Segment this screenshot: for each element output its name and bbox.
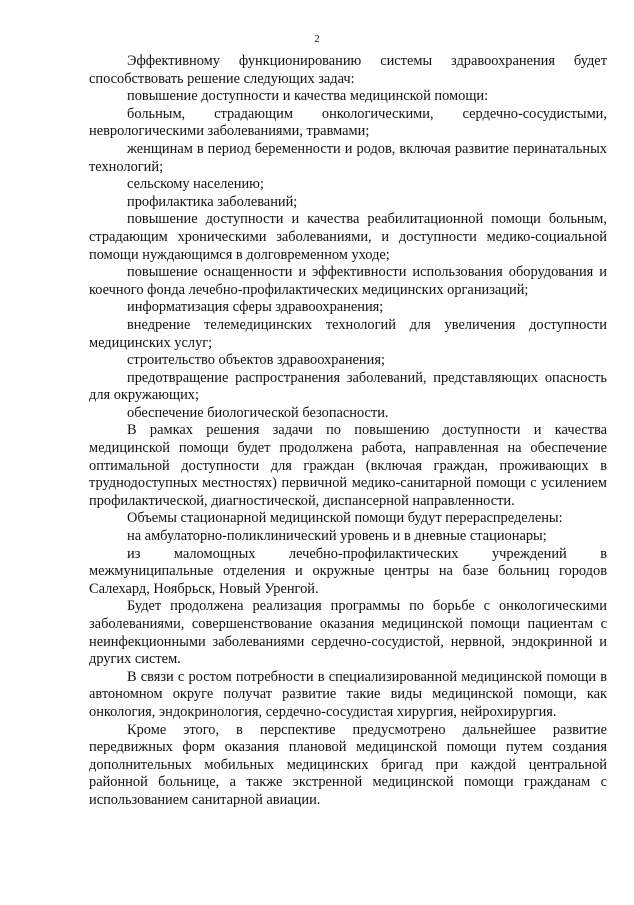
paragraph: повышение доступности и качества медицинской помощи: [127,88,489,105]
paragraph: В связи с ростом потребности в специализированной медицинской помощи в автономном округе получат развитие такие виды медицинской помощи, как онкология, эндокринология, сердечно-сосудистая хирургия, нейрохирургия. [89,668,607,720]
paragraph: женщинам в период беременности и родов, включая развитие перинатальных технологий; [89,140,607,175]
paragraph: Эффективному функционированию системы здравоохранения будет способствовать решение следующих задач: [89,53,607,87]
document-body [89,53,607,810]
paragraph: повышение оснащенности и эффективности использования оборудования и коечного фонда лечебно-профилактических медицинских организаций; [89,264,607,298]
paragraph: Объемы стационарной медицинской помощи будут перераспределены: [127,510,563,527]
paragraph: В рамках решения задачи по повышению доступности и качества медицинской помощи будет продолжена работа, направленная на обеспечение оптимальной доступности для граждан (включая граждан, проживающих в труднодоступных местностях) первичной медико-санитарной помощи с усилением профилактической, диагностической, диспансерной направленности. [89,422,607,509]
paragraph: обеспечение биологической безопасности. [127,404,389,421]
paragraph: повышение доступности и качества реабилитационной помощи больным, страдающим хроническими заболеваниями, и доступности медико-социальной помощи нуждающимся в долговременном уходе; [89,211,607,263]
paragraph: Будет продолжена реализация программы по борьбе с онкологическими заболеваниями, совершенствование оказания медицинской помощи пациентам с неинфекционными заболеваниями сердечно-сосудистой, нервной, эндокринной и других систем. [89,598,607,668]
paragraph: Кроме этого, в перспективе предусмотрено дальнейшее развитие передвижных форм оказания плановой медицинской помощи путем создания дополнительных мобильных медицинских бригад при каждой центральной районной больнице, а также экстренной медицинской помощи гражданам с использованием санитарной авиации. [89,721,607,808]
paragraph: предотвращение распространения заболеваний, представляющих опасность для окружающих; [89,369,607,404]
paragraph: на амбулаторно-поликлинический уровень и в дневные стационары; [127,528,547,545]
paragraph: профилактика заболеваний; [127,193,298,210]
paragraph: больным, страдающим онкологическими, сердечно-сосудистыми, неврологическими заболеваниями, травмами; [89,105,607,140]
paragraph: из маломощных лечебно-профилактических учреждений в межмуниципальные отделения и окружные центры на базе больниц городов Салехард, Ноябрьск, Новый Уренгой. [89,545,607,597]
paragraph: сельскому населению; [127,176,264,193]
paragraph: строительство объектов здравоохранения; [127,352,385,369]
paragraph: информатизация сферы здравоохранения; [127,299,384,316]
paragraph: внедрение телемедицинских технологий для увеличения доступности медицинских услуг; [89,316,607,351]
page-number: 2 [314,33,320,45]
